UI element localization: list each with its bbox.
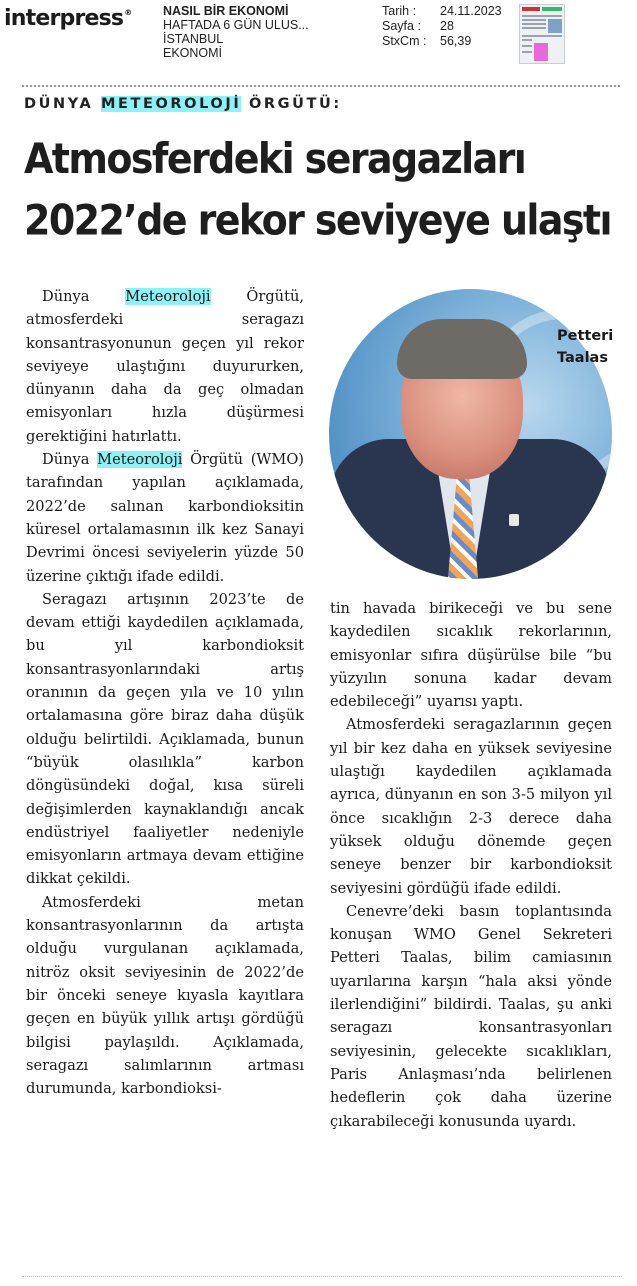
footer-divider [22,1276,622,1277]
date-label: Tarih : [382,4,417,18]
photo-caption: Petteri Taalas [557,328,614,366]
paragraph-4: Atmosferdeki metan konsantrasyonlarının da artışta olduğu vurgulanan açıklamada, nitröz oksit seviyesinin de 2022’de bir önceki seneye kıyasla kayıtlara geçen en büyük yıllık artışı gördüğü bilgisi paylaşıldı. Açıklamada, seragazı salımlarının artması durumunda, karbondioksi- [26,893,304,1098]
page-thumbnail [519,4,565,64]
publication-name: NASIL BİR EKONOMİ [163,4,289,18]
date-value: 24.11.2023 [440,4,502,18]
stxcm-value: 56,39 [440,34,472,48]
header-divider [22,85,620,87]
stxcm-label: StxCm : [382,34,427,48]
paragraph-2: Dünya Meteoroloji Örgütü (WMO) tarafından yapılan açıklamada, 2022’de salınan karbondioksitin küresel ortalamasının ilk kez Sanayi Devrimi öncesi seviyelerin yüzde 50 üzerine çıktığı ifade edildi. [26,451,304,585]
publication-city: İSTANBUL [163,32,224,46]
paragraph-5: tin havada birikeceği ve bu sene kaydedilen sıcaklık rekorlarının, emisyonlar sıfıra düşürülse bile “bu yüzyılın sonuna kadar devam edebileceği” uyarısı yaptı. [330,600,612,711]
article-column-right [330,597,612,1133]
clipping-header [0,0,637,72]
interpress-logo: interpress® [4,6,132,31]
title-line-1: Atmosferdeki seragazları [24,134,526,183]
page-label: Sayfa : [382,19,421,33]
article-title [24,128,624,251]
paragraph-3: Seragazı artışının 2023’te de devam ettiği kaydedilen açıklamada, bu yıl karbondioksit konsantrasyonlarındaki artış oranının da geçen yıla ve 10 yılın ortalamasına göre biraz daha düşük olduğu belirtildi. Açıklamada, bunun “büyük olasılıkla” karbon döngüsündeki doğal, kısa süreli değişimlerden kaynaklandığı ancak endüstriyel faaliyetler nedeniyle emisyonların artmaya devam ettiğine dikkat çekildi. [26,590,304,888]
publication-frequency: HAFTADA 6 GÜN ULUS... [163,18,309,32]
paragraph-1: Dünya Meteoroloji Örgütü, atmosferdeki seragazı konsantrasyonunun geçen yıl rekor seviyeye ulaştığını duyururken, dünyanın daha da geç olmadan emisyonları hızla düşürmesi gerektiğini hatırlattı. [26,288,304,445]
page-value: 28 [440,19,454,33]
article-column-left [26,285,304,1100]
article-kicker: DÜNYA METEOROLOJİ ÖRGÜTÜ: [24,96,342,112]
publication-section: EKONOMİ [163,46,223,60]
publication-info [163,4,309,60]
paragraph-7: Cenevre’deki basın toplantısında konuşan WMO Genel Sekreteri Petteri Taalas, bilim camiasının uyarılarına karşın “hala aksi yönde ilerlendiğini” bildirdi. Taalas, şu anki seragazı konsantrasyonları seviyesinin, gelecekte sıcaklıkları, Paris Anlaşması’nda belirlenen hedeflerin çok daha üzerine çıkarabileceği konusunda uyardı. [330,902,612,1130]
clip-meta [382,4,502,49]
title-line-2: 2022’de rekor seviyeye ulaştı [24,196,611,245]
paragraph-6: Atmosferdeki seragazlarının geçen yıl bir kez daha en yüksek seviyesine ulaştığı kaydedilen açıklamada ayrıca, dünyanın en son 3-5 milyon yıl önce sıcaklığın 2-3 derece daha yüksek olduğu dönemde geçen seneye benzer bir karbondioksit seviyesini gördüğü ifade edildi. [330,716,612,897]
